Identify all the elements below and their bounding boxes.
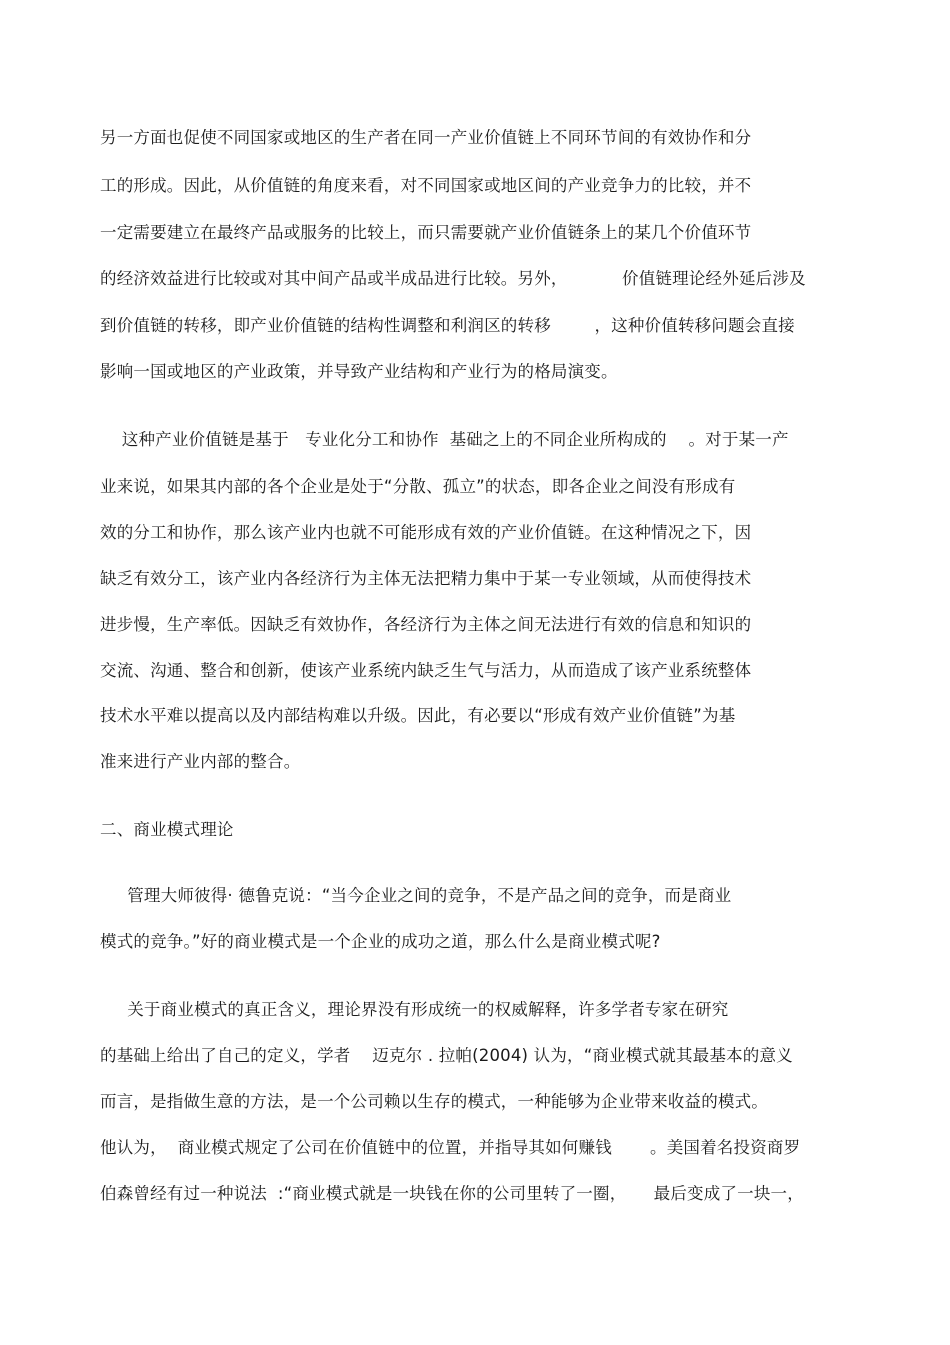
text-line: 技术水平难以提高以及内部结构难以升级。因此，有必要以“形成有效产业价值链”为基 — [100, 706, 736, 725]
text-line: 效的分工和协作，那么该产业内也就不可能形成有效的产业价值链。在这种情况之下，因 — [100, 523, 752, 542]
text-line: 而言，是指做生意的方法，是一个公司赖以生存的模式，一种能够为企业带来收益的模式。 — [100, 1092, 768, 1111]
text-line: 关于商业模式的真正含义，理论界没有形成统一的权威解释，许多学者专家在研究 — [100, 1000, 729, 1019]
text-line: 缺乏有效分工，该产业内各经济行为主体无法把精力集中于某一专业领域，从而使得技术 — [100, 569, 752, 588]
text-line: 的基础上给出了自己的定义，学者 迈克尔 . 拉帕(2004) 认为，“商业模式就其最基本的意义 — [100, 1046, 793, 1065]
text-line: 伯森曾经有过一种说法 :“商业模式就是一块钱在你的公司里转了一圈， 最后变成了一块一， — [100, 1184, 804, 1203]
text-line: 到价值链的转移，即产业价值链的结构性调整和利润区的转移 ，这种价值转移问题会直接 — [100, 316, 795, 335]
text-line: 管理大师彼得· 德鲁克说：“当今企业之间的竞争，不是产品之间的竞争，而是商业 — [100, 886, 732, 905]
text-line: 准来进行产业内部的整合。 — [100, 752, 301, 771]
text-line: 模式的竞争。”好的商业模式是一个企业的成功之道，那么什么是商业模式呢? — [100, 932, 661, 951]
text-line: 一定需要建立在最终产品或服务的比较上，而只需要就产业价值链条上的某几个价值环节 — [100, 223, 752, 242]
text-line: 他认为， 商业模式规定了公司在价值链中的位置，并指导其如何赚钱 。美国着名投资商罗 — [100, 1138, 801, 1157]
text-line: 另一方面也促使不同国家或地区的生产者在同一产业价值链上不同环节间的有效协作和分 — [100, 128, 752, 147]
text-line: 影响一国或地区的产业政策，并导致产业结构和产业行为的格局演变。 — [100, 362, 618, 381]
text-line: 的经济效益进行比较或对其中间产品或半成品进行比较。另外， 价值链理论经外延后涉及 — [100, 269, 806, 288]
heading-business-model-theory: 二、商业模式理论 — [100, 820, 234, 839]
text-line: 进步慢，生产率低。因缺乏有效协作，各经济行为主体之间无法进行有效的信息和知识的 — [100, 615, 752, 634]
text-line: 交流、沟通、整合和创新，使该产业系统内缺乏生气与活力，从而造成了该产业系统整体 — [100, 661, 752, 680]
text-line: 这种产业价值链是基于 专业化分工和协作 基础之上的不同企业所构成的 。对于某一产 — [100, 430, 789, 449]
text-line: 业来说，如果其内部的各个企业是处于“分散、孤立”的状态，即各企业之间没有形成有 — [100, 477, 736, 496]
text-line: 工的形成。因此，从价值链的角度来看，对不同国家或地区间的产业竞争力的比较，并不 — [100, 176, 752, 195]
